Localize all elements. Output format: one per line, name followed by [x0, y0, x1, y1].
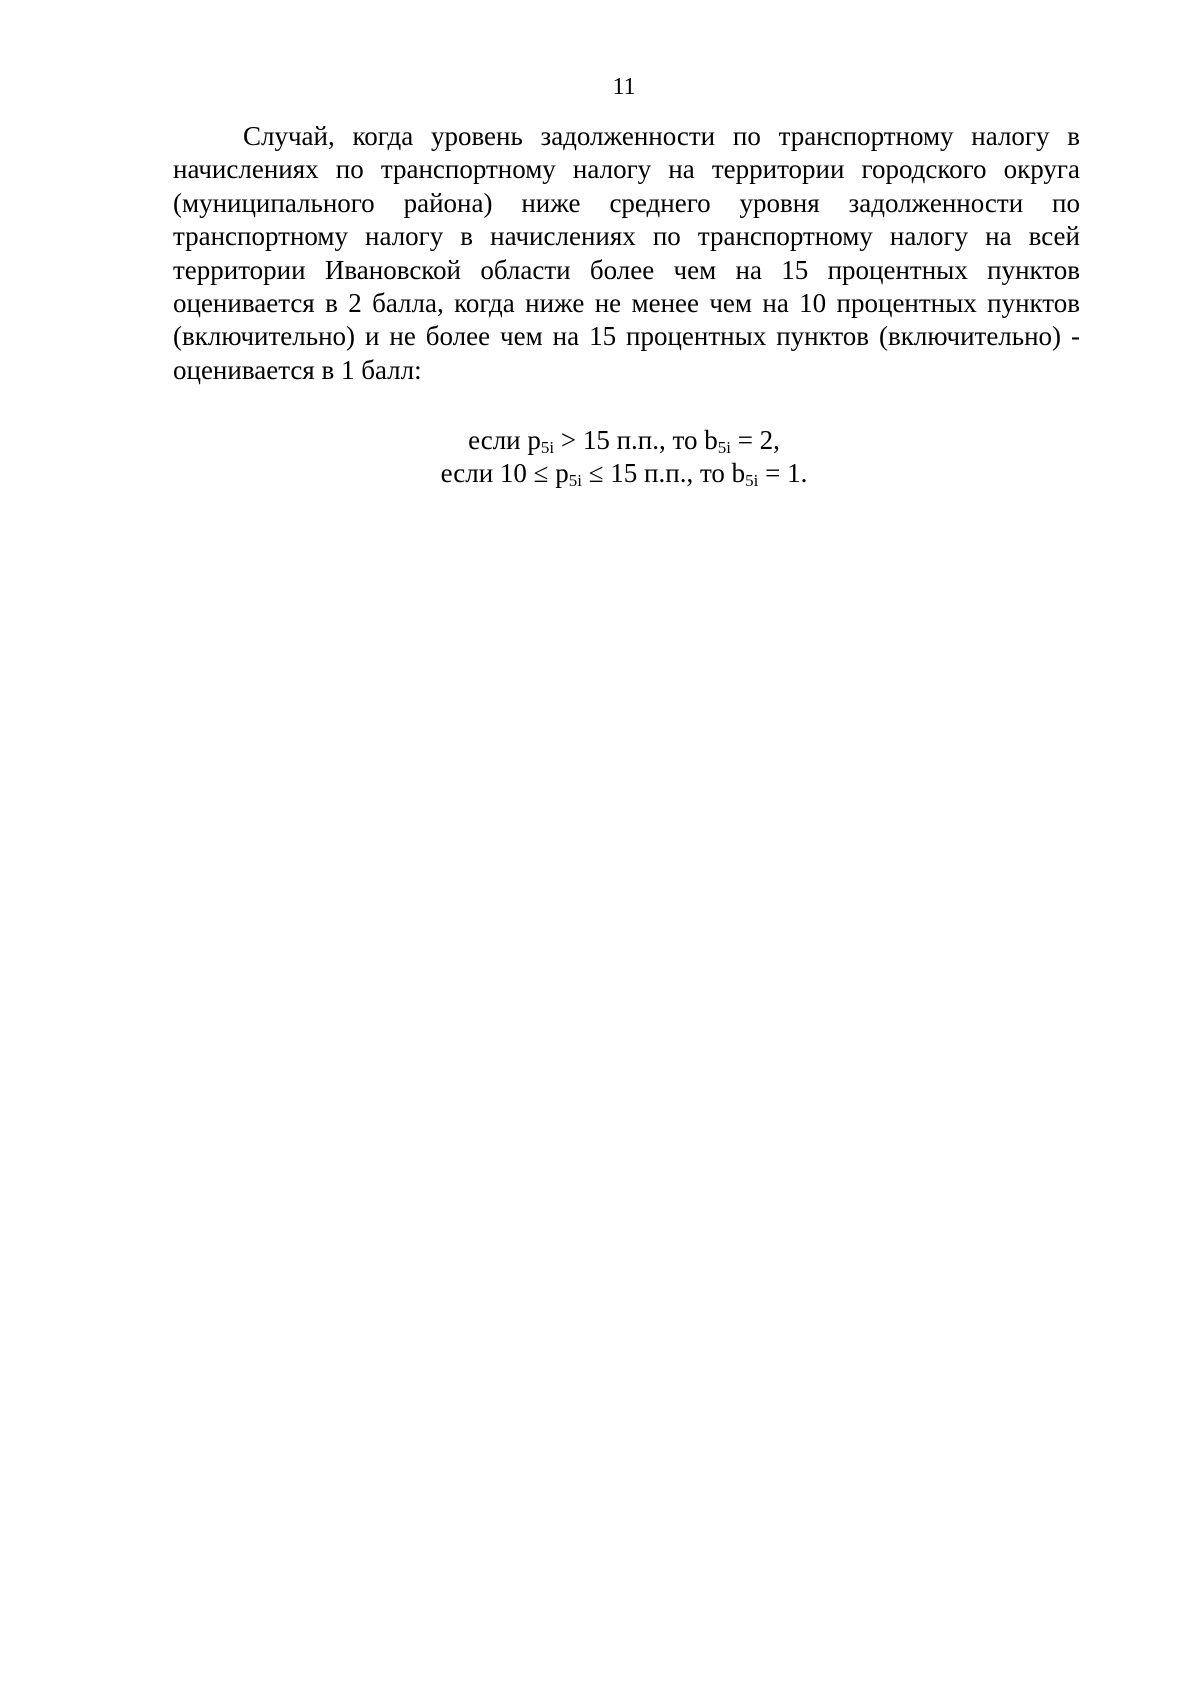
formula-variable-p [527, 425, 554, 455]
formula-variable-p [555, 458, 582, 488]
formula-text: ≤ 15 п.п., то [581, 458, 732, 488]
variable-subscript: 5i [717, 438, 731, 457]
formula-text: = 1. [758, 458, 808, 488]
formula-variable-b [704, 425, 731, 455]
variable-letter: b [704, 425, 718, 455]
formula-line-1 [0, 424, 1200, 457]
formula-block [0, 424, 1200, 490]
variable-letter: p [555, 458, 569, 488]
body-paragraph: Случай, когда уровень задолженности по транспортному налогу в начислениях по транспортному налогу на территории городского округа (муниципального района) ниже среднего уровня задолженности по транспортному налогу в начислениях по транспортному налогу на всей территории Ивановской области более чем на 15 процентных пунктов оценивается в 2 балла, когда ниже не менее чем на 10 процентных пунктов (включительно) и не более чем на 15 процентных пунктов (включительно) - оценивается в 1 балл: [173, 121, 1080, 385]
variable-letter: p [527, 425, 541, 455]
formula-line-2 [0, 457, 1200, 490]
variable-letter: b [731, 458, 746, 488]
formula-text: если 10 ≤ [440, 458, 556, 488]
formula-text: если [468, 425, 528, 455]
formula-variable-b [732, 458, 759, 488]
variable-subscript: 5i [745, 471, 759, 490]
variable-subscript: 5i [568, 471, 582, 490]
variable-subscript: 5i [540, 438, 555, 457]
page-number: 11 [612, 74, 636, 100]
formula-text: = 2, [730, 425, 780, 455]
formula-text: > 15 п.п., то [554, 425, 705, 455]
